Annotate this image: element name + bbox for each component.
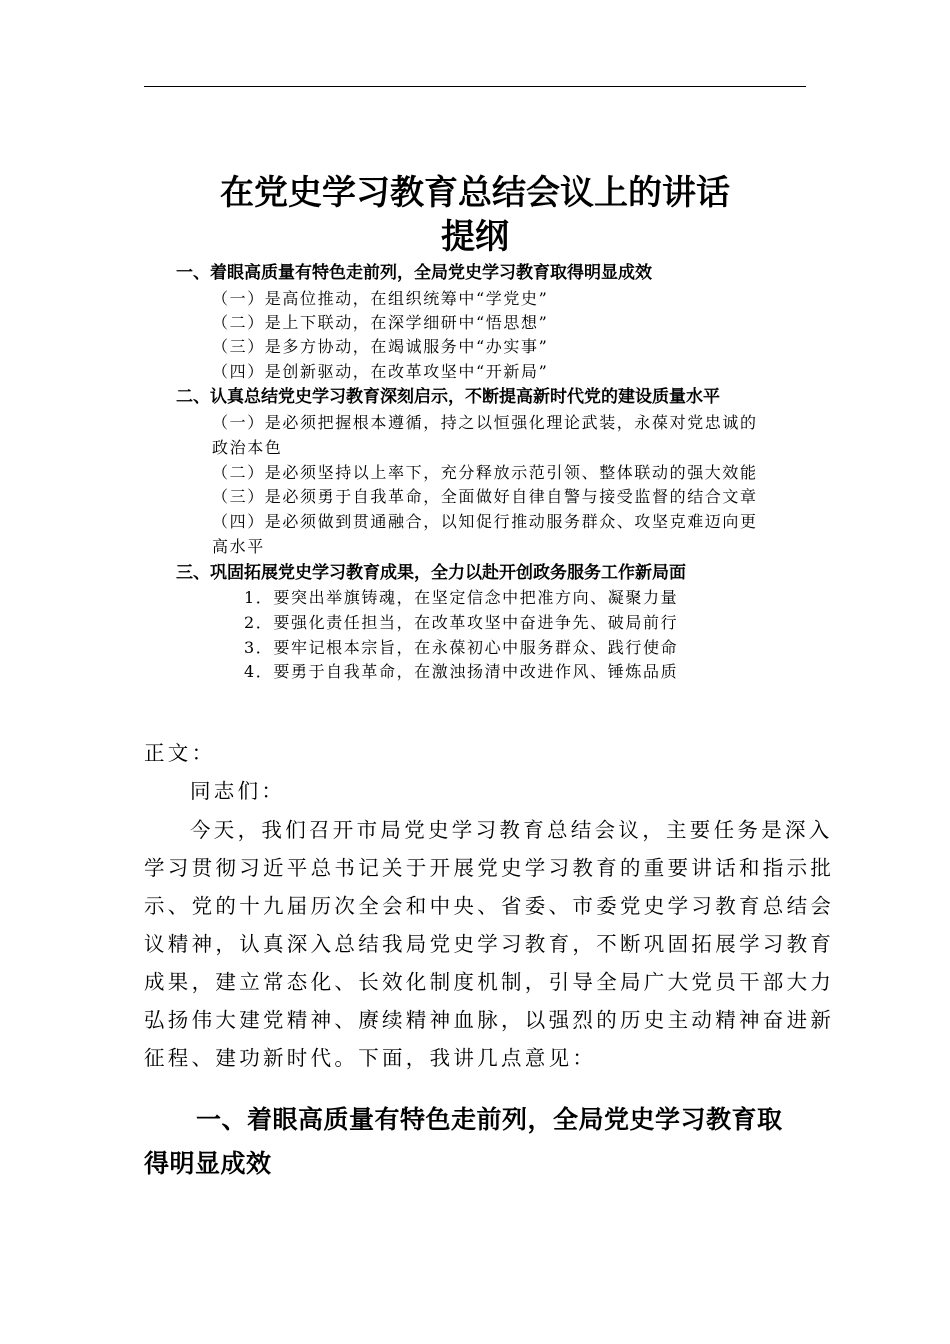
outline-item: 3．要牢记根本宗旨，在永葆初心中服务群众、践行使命: [244, 638, 679, 657]
greeting: 同志们：: [190, 779, 286, 803]
outline-item: （三）是多方协动，在竭诚服务中“办实事”: [212, 337, 549, 356]
outline-item: （三）是必须勇于自我革命，全面做好自律自警与接受监督的结合文章: [212, 487, 758, 506]
outline-item: （二）是上下联动，在深学细研中“悟思想”: [212, 313, 549, 332]
outline-item-continuation: 高水平: [212, 537, 265, 556]
section-heading-continuation: 得明显成效: [144, 1149, 272, 1178]
outline-item: （四）是必须做到贯通融合，以知促行推动服务群众、攻坚克难迈向更: [212, 512, 758, 531]
body-paragraph-line: 学习贯彻习近平总书记关于开展党史学习教育的重要讲话和指示批: [144, 856, 835, 880]
body-paragraph-line: 示、党的十九届历次全会和中央、省委、市委党史学习教育总结会: [144, 894, 835, 918]
outline-section-1: 一、着眼高质量有特色走前列，全局党史学习教育取得明显成效: [176, 263, 652, 283]
body-paragraph-line: 议精神，认真深入总结我局党史学习教育，不断巩固拓展学习教育: [144, 932, 835, 956]
outline-item: （一）是高位推动，在组织统筹中“学党史”: [212, 289, 549, 308]
outline-section-2: 二、认真总结党史学习教育深刻启示，不断提高新时代党的建设质量水平: [176, 387, 720, 407]
body-label: 正文：: [144, 741, 216, 765]
header-rule: [144, 86, 806, 87]
document-title: 在党史学习教育总结会议上的讲话: [220, 173, 730, 213]
outline-item: 2．要强化责任担当，在改革攻坚中奋进争先、破局前行: [244, 613, 679, 632]
outline-item: 4．要勇于自我革命，在激浊扬清中改进作风、锤炼品质: [244, 662, 679, 681]
outline-item: （一）是必须把握根本遵循，持之以恒强化理论武装，永葆对党忠诚的: [212, 413, 758, 432]
body-paragraph-line: 今天，我们召开市局党史学习教育总结会议，主要任务是深入: [190, 818, 833, 842]
outline-item-continuation: 政治本色: [212, 438, 283, 457]
outline-item: 1．要突出举旗铸魂，在坚定信念中把准方向、凝聚力量: [244, 588, 679, 607]
document-subtitle: 提纲: [441, 217, 509, 257]
outline-item: （二）是必须坚持以上率下，充分释放示范引领、整体联动的强大效能: [212, 463, 758, 482]
body-paragraph-line: 成果，建立常态化、长效化制度机制，引导全局广大党员干部大力: [144, 970, 835, 994]
body-paragraph-line: 弘扬伟大建党精神、赓续精神血脉，以强烈的历史主动精神奋进新: [144, 1008, 835, 1032]
outline-section-3: 三、巩固拓展党史学习教育成果，全力以赴开创政务服务工作新局面: [176, 563, 686, 583]
section-heading: 一、着眼高质量有特色走前列，全局党史学习教育取: [196, 1105, 783, 1134]
body-paragraph-line: 征程、建功新时代。下面，我讲几点意见：: [144, 1046, 597, 1070]
outline-item: （四）是创新驱动，在改革攻坚中“开新局”: [212, 362, 549, 381]
